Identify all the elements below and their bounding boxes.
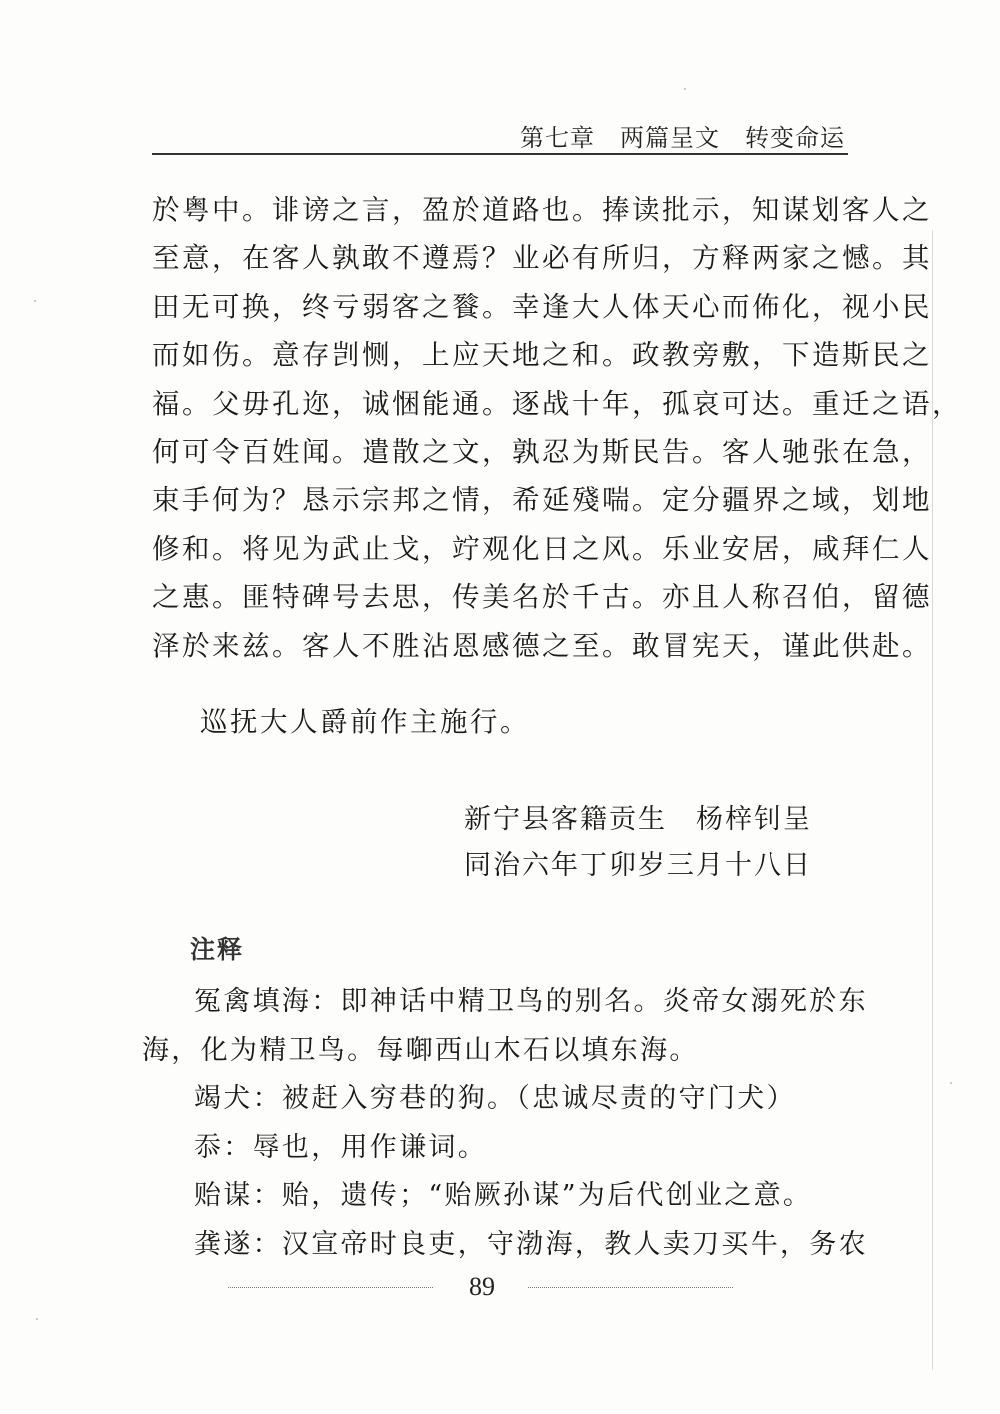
scan-speck [950,1082,952,1084]
scan-speck [34,300,36,302]
footer-rule-right [528,1287,733,1288]
body-line: 至意，在客人孰敢不遵焉？业必有所归，方释两家之憾。其 [152,242,932,275]
body-line: 福。父毋孔迩，诚悃能通。逐战十年，孤哀可达。重迁之语， [152,387,962,420]
signature-date: 同治六年丁卯岁三月十八日 [464,850,812,881]
note-line: 龚遂：汉宣帝时良吏，守渤海，教人卖刀买牛，务农 [194,1228,868,1260]
chapter-header: 第七章 两篇呈文 转变命运 [520,124,845,152]
body-line: 於粤中。诽谤之言，盈於道路也。捧读批示，知谋划客人之 [152,194,932,226]
notes-list [142,978,868,1269]
signature-name: 新宁县客籍贡生 杨梓钊呈 [464,804,812,835]
body-line: 之惠。匪特碑号去思，传美名於千古。亦且人称召伯，留德 [152,581,932,614]
note-line: 冤禽填海：即神话中精卫鸟的别名。炎帝女溺死於东 [194,986,868,1017]
body-line: 束手何为？恳示宗邦之情，希延殘喘。定分疆界之域，划地 [152,484,932,517]
notes-heading: 注释 [190,935,245,964]
body-line: 而如伤。意存剀恻，上应天地之和。政教旁敷，下造斯民之 [152,339,932,372]
body-line: 修和。将见为武止戈，竚观化日之风。乐业安居，咸拜仁人 [152,532,932,565]
body-paragraph [152,186,962,670]
note-line: 海，化为精卫鸟。每啣西山木石以填东海。 [142,1034,699,1066]
note-line: 竭犬：被赶入穷巷的狗。（忠诚尽责的守门犬） [194,1083,796,1114]
footer-rule-left [228,1287,433,1288]
body-line: 田无可换，终亏弱客之餮。幸逢大人体天心而佈化，视小民 [152,290,932,323]
note-line: 忝：辱也，用作谦词。 [194,1131,487,1163]
scan-speck [36,1318,38,1320]
addressee-line: 巡抚大人爵前作主施行。 [200,706,530,738]
body-line: 泽於来兹。客人不胜沾恩感德之至。敢冒宪天，谨此供赴。 [152,629,932,662]
scan-speck [684,88,686,90]
header-rule [152,153,848,155]
note-line: 贻谋：贻，遗传；“贻厥孙谋”为后代创业之意。 [194,1180,813,1211]
page-number: 89 [469,1272,495,1301]
body-line: 何可令百姓闻。遣散之文，孰忍为斯民告。客人驰张在急， [152,436,932,469]
